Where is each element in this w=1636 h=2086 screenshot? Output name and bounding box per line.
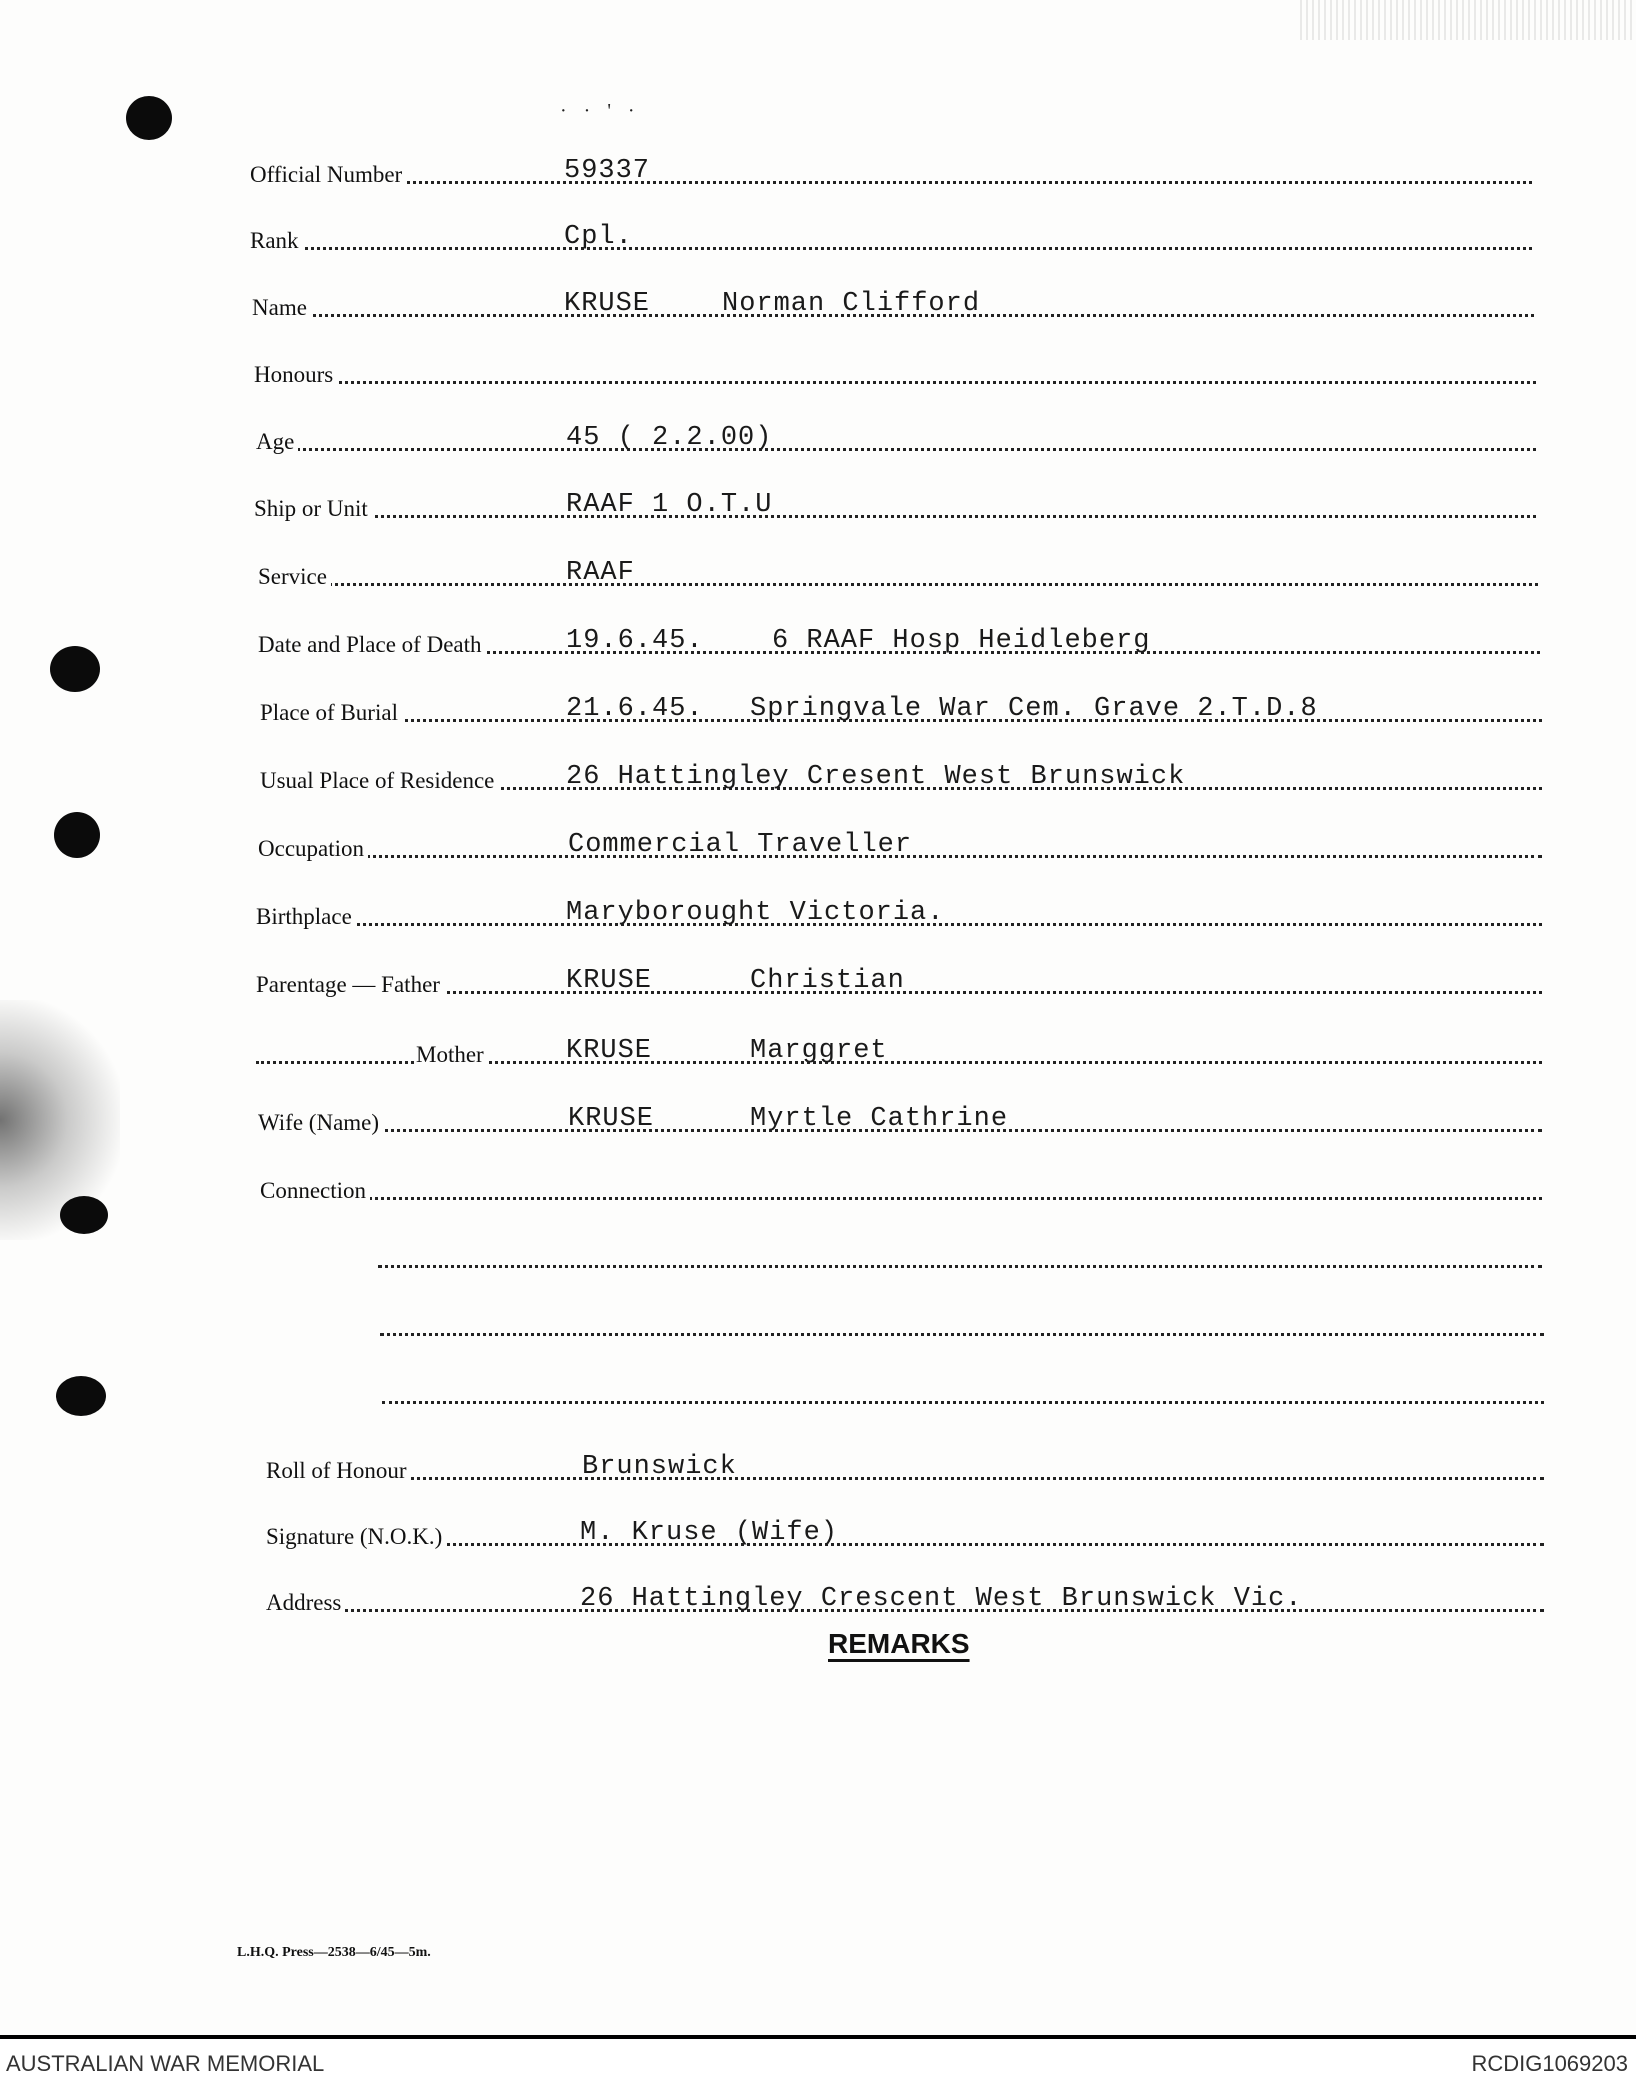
mother-label: Mother — [416, 1042, 488, 1068]
rank-label: Rank — [250, 228, 303, 254]
burial-place: Springvale War Cem. Grave 2.T.D.8 — [750, 694, 1318, 724]
burial-date: 21.6.45. — [566, 694, 704, 724]
death-place: 6 RAAF Hosp Heidleberg — [772, 626, 1151, 656]
birthplace-label: Birthplace — [256, 904, 356, 930]
mother-given: Marggret — [750, 1036, 888, 1066]
wife-label: Wife (Name) — [258, 1110, 383, 1136]
dotted-line — [380, 1333, 1544, 1336]
row-ship-or-unit — [254, 484, 1536, 528]
dotted-line — [266, 1543, 1544, 1546]
connection-extra-line — [378, 1234, 1542, 1278]
connection-label: Connection — [260, 1178, 370, 1204]
name-given: Norman Clifford — [722, 289, 981, 319]
father-surname: KRUSE — [566, 966, 653, 996]
punch-hole — [60, 1196, 108, 1234]
connection-extra-line — [382, 1370, 1544, 1414]
name-surname: KRUSE — [564, 289, 651, 319]
dotted-line — [378, 1265, 1542, 1268]
row-date-place-death — [258, 620, 1540, 664]
row-address — [266, 1578, 1544, 1622]
scan-specks: · · ' · — [560, 100, 641, 122]
punch-hole — [50, 646, 100, 692]
punch-hole — [54, 812, 100, 858]
row-occupation — [258, 824, 1542, 868]
official-number-label: Official Number — [250, 162, 406, 188]
row-mother — [256, 1030, 1542, 1074]
dotted-line — [250, 247, 1532, 250]
dotted-line — [258, 583, 1538, 586]
birthplace-value: Maryborought Victoria. — [566, 898, 945, 928]
row-signature — [266, 1512, 1544, 1556]
dotted-line — [382, 1401, 1544, 1404]
footer-record-id: RCDIG1069203 — [1471, 2051, 1628, 2076]
age-label: Age — [256, 429, 298, 455]
punch-hole — [56, 1376, 106, 1416]
dotted-line — [254, 515, 1536, 518]
father-label: Parentage — Father — [256, 972, 444, 998]
residence-label: Usual Place of Residence — [260, 768, 498, 794]
row-connection — [260, 1166, 1542, 1210]
occupation-label: Occupation — [258, 836, 368, 862]
row-age — [256, 417, 1536, 461]
wife-given: Myrtle Cathrine — [750, 1104, 1009, 1134]
mother-surname: KRUSE — [566, 1036, 653, 1066]
footer-institution: AUSTRALIAN WAR MEMORIAL — [6, 2051, 325, 2076]
dotted-line — [254, 381, 1536, 384]
roll-of-honour-label: Roll of Honour — [266, 1458, 411, 1484]
dotted-line — [256, 448, 1536, 451]
service-label: Service — [258, 564, 331, 590]
service-value: RAAF — [566, 558, 635, 588]
connection-extra-line — [380, 1302, 1544, 1346]
rank-value: Cpl. — [564, 222, 633, 252]
age-value: 45 ( 2.2.00) — [566, 423, 773, 453]
father-given: Christian — [750, 966, 905, 996]
row-service — [258, 552, 1538, 596]
row-official-number — [250, 150, 1532, 194]
address-value: 26 Hattingley Crescent West Brunswick Vic. — [580, 1584, 1303, 1614]
ship-or-unit-value: RAAF 1 O.T.U — [566, 490, 773, 520]
row-name — [252, 283, 1534, 327]
dotted-line — [250, 181, 1532, 184]
death-date: 19.6.45. — [566, 626, 704, 656]
dotted-line — [260, 1197, 1542, 1200]
official-number-value: 59337 — [564, 156, 651, 186]
row-father — [256, 960, 1542, 1004]
honours-label: Honours — [254, 362, 337, 388]
row-birthplace — [256, 892, 1542, 936]
residence-value: 26 Hattingley Cresent West Brunswick — [566, 762, 1186, 792]
burial-label: Place of Burial — [260, 700, 402, 726]
remarks-heading: REMARKS — [828, 1628, 970, 1659]
row-rank — [250, 216, 1532, 260]
signature-label: Signature (N.O.K.) — [266, 1524, 446, 1550]
dotted-line — [266, 1477, 1544, 1480]
row-roll-of-honour — [266, 1446, 1544, 1490]
row-wife — [258, 1098, 1542, 1142]
occupation-value: Commercial Traveller — [568, 830, 913, 860]
signature-value: M. Kruse (Wife) — [580, 1518, 839, 1548]
roll-of-honour-value: Brunswick — [582, 1452, 737, 1482]
row-residence — [260, 756, 1542, 800]
address-label: Address — [266, 1590, 345, 1616]
wife-surname: KRUSE — [568, 1104, 655, 1134]
punch-hole — [126, 96, 172, 140]
row-honours — [254, 350, 1536, 394]
ship-or-unit-label: Ship or Unit — [254, 496, 372, 522]
press-mark: L.H.Q. Press—2538—6/45—5m. — [237, 1945, 431, 1960]
death-label: Date and Place of Death — [258, 632, 486, 658]
name-label: Name — [252, 295, 311, 321]
archive-footer — [0, 2035, 1636, 2086]
row-place-of-burial — [260, 688, 1542, 732]
